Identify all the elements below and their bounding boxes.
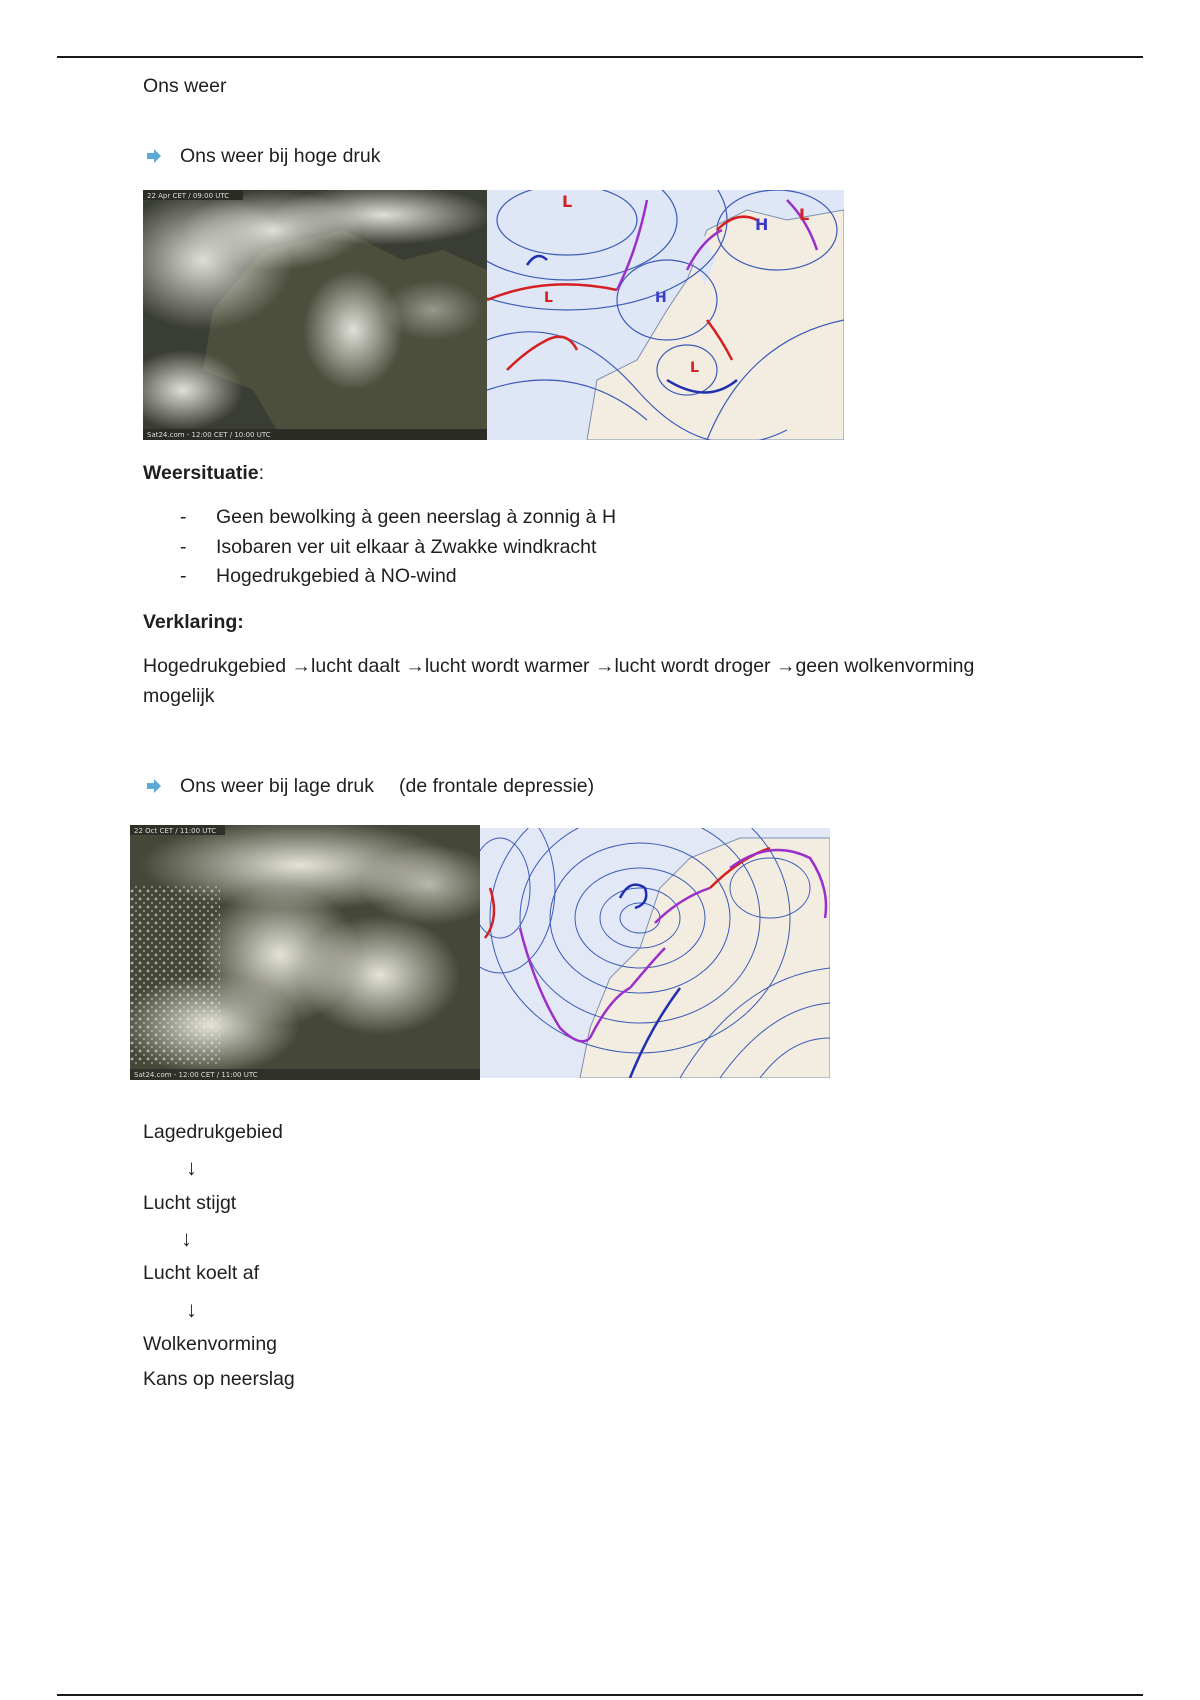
section-heading-extra: (de frontale depressie) bbox=[399, 775, 595, 797]
section-heading-low-pressure bbox=[180, 775, 594, 798]
header-rule bbox=[57, 56, 1143, 58]
satellite-caption-bottom: Sat24.com - 12:00 CET / 10:00 UTC bbox=[147, 431, 271, 439]
map-label-low: L bbox=[799, 205, 810, 224]
down-arrow-icon: ↓ bbox=[181, 1226, 192, 1251]
map-label-low: L bbox=[544, 290, 553, 306]
verklaring-label: Verklaring: bbox=[143, 611, 244, 633]
map-label-low: L bbox=[690, 360, 699, 376]
list-item: Isobaren ver uit elkaar à Zwakke windkracht bbox=[216, 536, 597, 558]
down-arrow-icon: ↓ bbox=[186, 1297, 197, 1322]
bullet-marker: - bbox=[180, 506, 187, 528]
flow-step: Lagedrukgebied bbox=[143, 1121, 283, 1143]
satellite-caption-top: 22 Oct CET / 11:00 UTC bbox=[134, 827, 217, 835]
flow-step: Lucht stijgt bbox=[143, 1192, 237, 1214]
down-arrow-icon: ↓ bbox=[186, 1155, 197, 1180]
satellite-caption-top: 22 Apr CET / 09:00 UTC bbox=[147, 192, 230, 200]
footer-rule bbox=[57, 1694, 1143, 1696]
satellite-image-high-pressure bbox=[143, 190, 487, 440]
bullet-marker: - bbox=[180, 565, 187, 587]
bullet-marker: - bbox=[180, 536, 187, 558]
list-item: Hogedrukgebied à NO-wind bbox=[216, 565, 457, 587]
verklaring-text: Hogedrukgebied →lucht daalt →lucht wordt warmer →lucht wordt droger →geen wolkenvorming mogelijk bbox=[143, 655, 975, 707]
flow-step: Lucht koelt af bbox=[143, 1262, 259, 1284]
satellite-caption-bottom: Sat24.com - 12:00 CET / 11:00 UTC bbox=[134, 1071, 258, 1079]
page-title: Ons weer bbox=[143, 75, 227, 97]
section-heading-text: Ons weer bij lage druk bbox=[180, 775, 375, 797]
satellite-image-low-pressure bbox=[130, 825, 480, 1080]
map-label-high: H bbox=[755, 215, 769, 234]
arrow-bullet-icon bbox=[145, 147, 163, 165]
weather-map-high-pressure bbox=[487, 190, 844, 440]
map-label-high: H bbox=[655, 290, 667, 306]
weersituatie-label bbox=[143, 462, 264, 485]
flow-step: Kans op neerslag bbox=[143, 1368, 295, 1390]
weather-map-low-pressure bbox=[480, 828, 830, 1078]
flow-step: Wolkenvorming bbox=[143, 1333, 278, 1355]
map-label-low: L bbox=[562, 192, 573, 211]
arrow-bullet-icon bbox=[145, 777, 163, 795]
list-item: Geen bewolking à geen neerslag à zonnig à H bbox=[216, 506, 617, 528]
section-heading-high-pressure: Ons weer bij hoge druk bbox=[180, 145, 381, 167]
weersituatie-label-text: Weersituatie bbox=[143, 462, 259, 484]
weersituatie-colon: : bbox=[258, 462, 265, 484]
